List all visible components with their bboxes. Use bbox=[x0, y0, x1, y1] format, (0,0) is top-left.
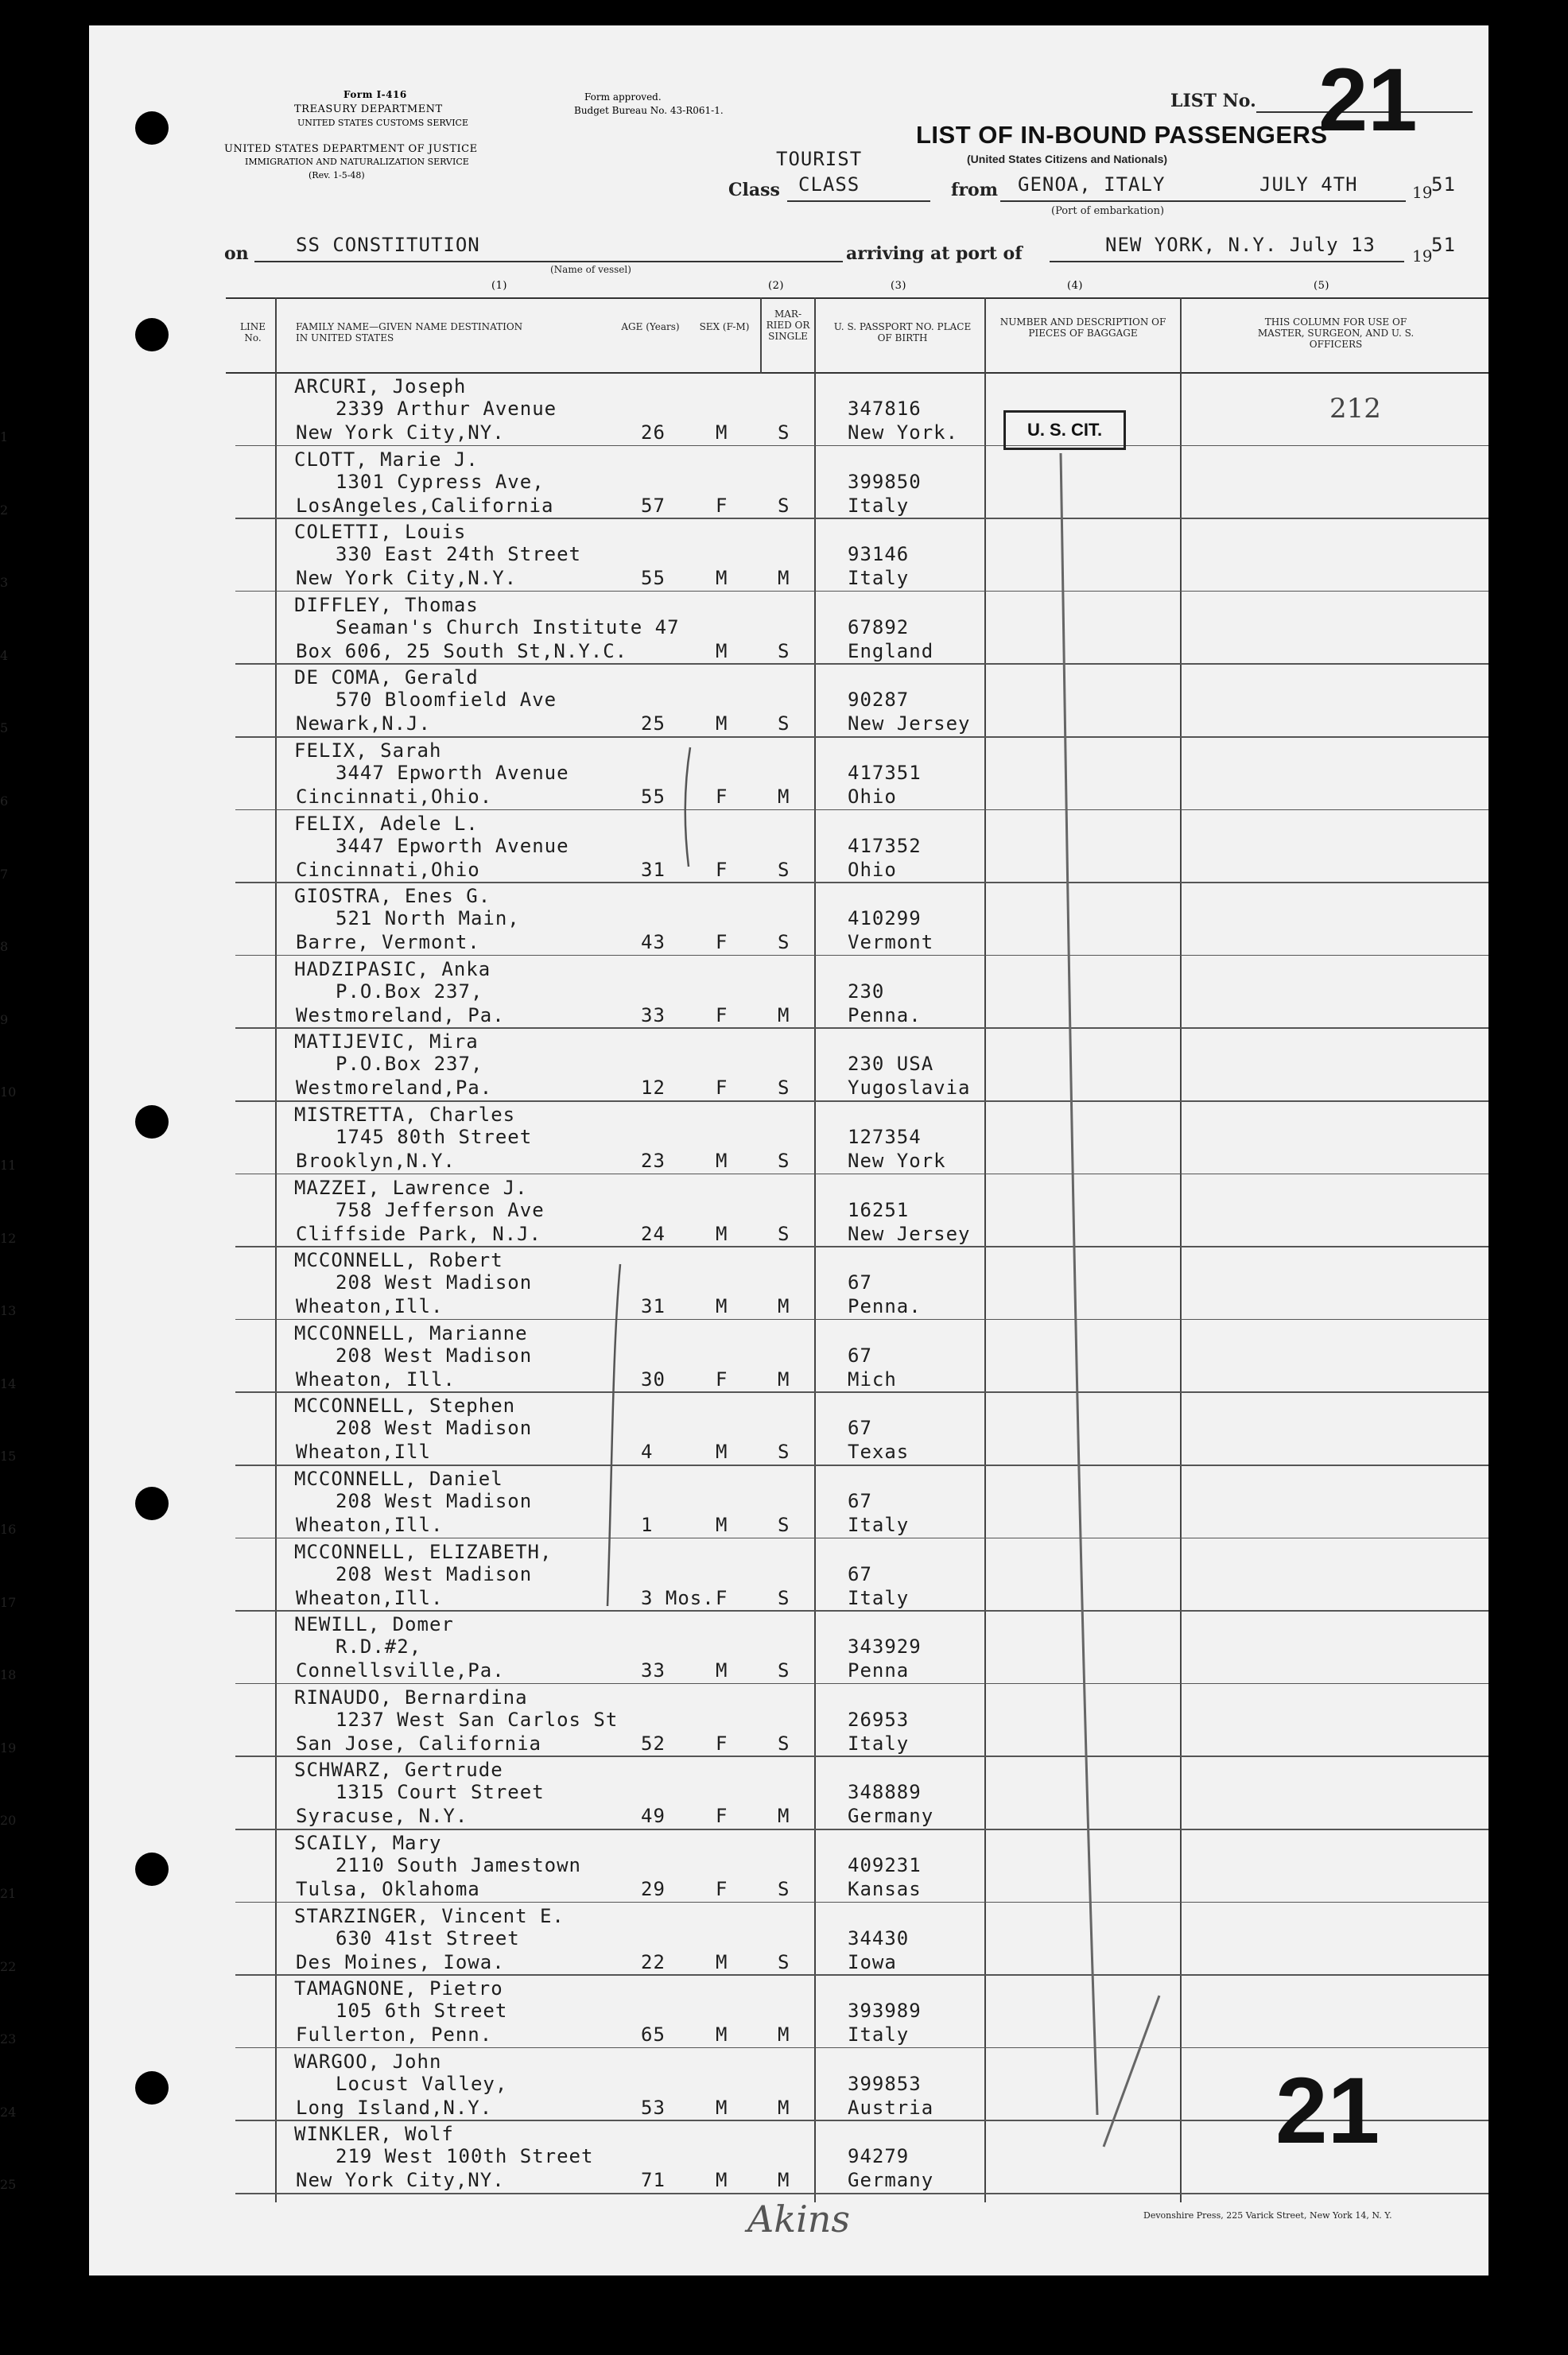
passenger-name: WARGOO, John bbox=[294, 2050, 442, 2073]
passenger-marital-status: S bbox=[778, 1659, 790, 1682]
from-value: GENOA, ITALY bbox=[1018, 173, 1166, 196]
passenger-sex: M bbox=[716, 2096, 728, 2119]
passenger-sex: M bbox=[716, 1150, 728, 1172]
line-number: 11 bbox=[0, 1158, 17, 1173]
place-of-birth: Kansas bbox=[848, 1878, 922, 1900]
passenger-marital-status: M bbox=[778, 2023, 790, 2047]
place-of-birth: Ohio bbox=[848, 858, 897, 881]
passenger-age: 1 bbox=[641, 1514, 654, 1536]
departure-date: JULY 4TH bbox=[1259, 173, 1358, 196]
destination-line-1: 3447 Epworth Avenue bbox=[336, 834, 569, 857]
line-number: 18 bbox=[0, 1667, 17, 1683]
destination-line-2: Cliffside Park, N.J. bbox=[296, 1222, 541, 1245]
felix-bracket bbox=[685, 747, 690, 867]
passenger-marital-status: S bbox=[778, 1222, 790, 1245]
destination-line-1: R.D.#2, bbox=[336, 1635, 422, 1659]
place-of-birth: Penna bbox=[848, 1659, 910, 1682]
line-number: 23 bbox=[0, 2031, 17, 2047]
passport-number: 417352 bbox=[848, 834, 922, 857]
passenger-name: ARCURI, Joseph bbox=[294, 375, 467, 398]
passenger-sex: F bbox=[716, 1586, 728, 1609]
passenger-marital-status: S bbox=[778, 1441, 790, 1464]
passenger-marital-status: M bbox=[778, 1805, 790, 1828]
destination-line-2: LosAngeles,California bbox=[296, 494, 554, 517]
place-of-birth: New York bbox=[848, 1150, 946, 1172]
place-of-birth: New Jersey bbox=[848, 1222, 971, 1245]
list-number-bottom: 21 bbox=[1275, 2058, 1380, 2163]
destination-line-1: 1301 Cypress Ave, bbox=[336, 470, 545, 493]
passenger-name: MATIJEVIC, Mira bbox=[294, 1030, 479, 1053]
destination-line-2: Westmoreland,Pa. bbox=[296, 1077, 493, 1100]
passenger-name: FELIX, Adele L. bbox=[294, 812, 479, 835]
destination-line-1: 1315 Court Street bbox=[336, 1781, 545, 1804]
destination-line-1: 1745 80th Street bbox=[336, 1126, 533, 1148]
header-line-no: LINE No. bbox=[240, 321, 266, 343]
passenger-sex: M bbox=[716, 639, 728, 662]
destination-line-1: 758 Jefferson Ave bbox=[336, 1198, 545, 1221]
line-number: 10 bbox=[0, 1084, 17, 1100]
passport-number: 94279 bbox=[848, 2145, 910, 2168]
class-label: Class bbox=[728, 180, 780, 200]
destination-line-2: Wheaton,Ill bbox=[296, 1441, 431, 1464]
destination-line-1: 521 North Main, bbox=[336, 907, 520, 930]
destination-line-2: New York City,NY. bbox=[296, 421, 505, 444]
line-number: 8 bbox=[0, 939, 9, 955]
destination-line-2: San Jose, California bbox=[296, 1732, 541, 1755]
line-number: 3 bbox=[0, 575, 9, 591]
passenger-sex: F bbox=[716, 1732, 728, 1755]
place-of-birth: Penna. bbox=[848, 1295, 922, 1318]
passport-number: 399850 bbox=[848, 470, 922, 493]
destination-line-1: Locust Valley, bbox=[336, 2072, 508, 2095]
line-number: 24 bbox=[0, 2104, 17, 2120]
destination-line-2: Connellsville,Pa. bbox=[296, 1659, 505, 1682]
passenger-marital-status: M bbox=[778, 1003, 790, 1026]
destination-line-1: 2110 South Jamestown bbox=[336, 1854, 581, 1876]
passenger-marital-status: M bbox=[778, 1368, 790, 1391]
passenger-sex: M bbox=[716, 1441, 728, 1464]
header-age: AGE (Years) bbox=[621, 321, 680, 332]
officer-note: 212 bbox=[1329, 393, 1381, 425]
destination-line-1: 3447 Epworth Avenue bbox=[336, 762, 569, 784]
destination-line-2: Newark,N.J. bbox=[296, 712, 431, 735]
place-of-birth: Germany bbox=[848, 2169, 934, 2192]
vessel-name: SS CONSTITUTION bbox=[296, 234, 480, 256]
passenger-age: 57 bbox=[641, 494, 666, 517]
passenger-marital-status: S bbox=[778, 639, 790, 662]
header-married: MAR-RIED OR SINGLE bbox=[766, 308, 810, 342]
document-title: LIST OF IN-BOUND PASSENGERS bbox=[916, 121, 1328, 149]
passenger-sex: M bbox=[716, 1514, 728, 1536]
passenger-age: 55 bbox=[641, 567, 666, 590]
passport-number: 93146 bbox=[848, 543, 910, 566]
header-baggage: NUMBER AND DESCRIPTION OF PIECES OF BAGGAGE bbox=[999, 316, 1166, 339]
immigration-label: IMMIGRATION AND NATURALIZATION SERVICE bbox=[245, 157, 469, 167]
passenger-marital-status: S bbox=[778, 1077, 790, 1100]
class-value-2: CLASS bbox=[798, 173, 860, 196]
destination-line-2: Box 606, 25 South St,N.Y.C. bbox=[296, 639, 628, 662]
place-of-birth: New York. bbox=[848, 421, 959, 444]
vessel-caption: (Name of vessel) bbox=[550, 264, 631, 275]
destination-line-1: 2339 Arthur Avenue bbox=[336, 398, 557, 420]
passenger-age: 12 bbox=[641, 1077, 666, 1100]
passenger-name: MCCONNELL, Robert bbox=[294, 1249, 503, 1272]
passenger-marital-status: S bbox=[778, 712, 790, 735]
passenger-name: COLETTI, Louis bbox=[294, 521, 467, 544]
passenger-sex: F bbox=[716, 931, 728, 954]
line-number: 15 bbox=[0, 1449, 17, 1465]
line-number: 25 bbox=[0, 2177, 17, 2193]
line-number: 13 bbox=[0, 1303, 17, 1319]
destination-line-2: Cincinnati,Ohio. bbox=[296, 786, 493, 808]
line-number: 16 bbox=[0, 1522, 17, 1537]
passenger-sex: F bbox=[716, 1368, 728, 1391]
place-of-birth: Iowa bbox=[848, 1950, 897, 1973]
passenger-name: WINKLER, Wolf bbox=[294, 2123, 454, 2146]
passenger-name: HADZIPASIC, Anka bbox=[294, 957, 491, 980]
line-number: 1 bbox=[0, 429, 9, 444]
passenger-marital-status: S bbox=[778, 1732, 790, 1755]
line-number: 20 bbox=[0, 1813, 17, 1829]
passenger-marital-status: S bbox=[778, 1878, 790, 1900]
passenger-name: FELIX, Sarah bbox=[294, 739, 442, 762]
line-number: 9 bbox=[0, 1011, 9, 1027]
passenger-marital-status: M bbox=[778, 2096, 790, 2119]
passenger-marital-status: M bbox=[778, 1295, 790, 1318]
destination-line-1: 219 West 100th Street bbox=[336, 2145, 594, 2168]
handwritten-signature: Akins bbox=[747, 2198, 851, 2241]
passenger-age: 71 bbox=[641, 2169, 666, 2192]
passenger-age: 53 bbox=[641, 2096, 666, 2119]
place-of-birth: Ohio bbox=[848, 786, 897, 808]
destination-line-1: Seaman's Church Institute 47 bbox=[336, 615, 680, 638]
line-number: 19 bbox=[0, 1740, 17, 1756]
passenger-marital-status: S bbox=[778, 421, 790, 444]
col-num-1: (1) bbox=[491, 280, 507, 292]
passenger-sex: M bbox=[716, 712, 728, 735]
destination-line-2: Fullerton, Penn. bbox=[296, 2023, 493, 2047]
passenger-age: 31 bbox=[641, 858, 666, 881]
passport-number: 34430 bbox=[848, 1926, 910, 1950]
passport-number: 67 bbox=[848, 1562, 872, 1585]
passenger-age: 4 bbox=[641, 1441, 654, 1464]
bureau-label: Budget Bureau No. 43-R061-1. bbox=[574, 105, 724, 116]
place-of-birth: Yugoslavia bbox=[848, 1077, 971, 1100]
passenger-sex: M bbox=[716, 1222, 728, 1245]
destination-line-1: 208 West Madison bbox=[336, 1562, 533, 1585]
destination-line-2: Cincinnati,Ohio bbox=[296, 858, 480, 881]
passenger-marital-status: M bbox=[778, 567, 790, 590]
passenger-sex: M bbox=[716, 1950, 728, 1973]
passport-number: 417351 bbox=[848, 762, 922, 784]
passenger-name: MCCONNELL, ELIZABETH, bbox=[294, 1540, 553, 1563]
passport-number: 67 bbox=[848, 1490, 872, 1512]
place-of-birth: Mich bbox=[848, 1368, 897, 1391]
place-of-birth: Italy bbox=[848, 494, 910, 517]
passenger-marital-status: M bbox=[778, 786, 790, 808]
col-num-2: (2) bbox=[768, 280, 784, 292]
destination-line-1: 208 West Madison bbox=[336, 1271, 533, 1294]
passenger-sex: M bbox=[716, 1659, 728, 1682]
year-prefix: 19 bbox=[1412, 183, 1433, 202]
col-num-3: (3) bbox=[891, 280, 906, 292]
passport-number: 393989 bbox=[848, 2000, 922, 2023]
line-number: 12 bbox=[0, 1230, 17, 1246]
passenger-name: CLOTT, Marie J. bbox=[294, 448, 479, 471]
passenger-sex: F bbox=[716, 1878, 728, 1900]
approved-label: Form approved. bbox=[584, 91, 662, 103]
place-of-birth: Vermont bbox=[848, 931, 934, 954]
passport-number: 230 USA bbox=[848, 1053, 934, 1076]
col-num-5: (5) bbox=[1314, 280, 1329, 292]
passenger-name: DIFFLEY, Thomas bbox=[294, 593, 479, 616]
destination-line-2: Tulsa, Oklahoma bbox=[296, 1878, 480, 1900]
passenger-name: RINAUDO, Bernardina bbox=[294, 1686, 528, 1709]
arriving-label: arriving at port of bbox=[846, 243, 1023, 264]
line-number: 4 bbox=[0, 647, 9, 663]
passenger-age: 22 bbox=[641, 1950, 666, 1973]
passenger-name: TAMAGNONE, Pietro bbox=[294, 1977, 503, 2000]
passenger-name: MISTRETTA, Charles bbox=[294, 1104, 516, 1126]
passenger-age: 65 bbox=[641, 2023, 666, 2047]
treasury-label: TREASURY DEPARTMENT bbox=[294, 103, 443, 115]
on-label: on bbox=[224, 243, 249, 264]
passport-number: 67892 bbox=[848, 615, 910, 638]
destination-line-2: Wheaton,Ill. bbox=[296, 1514, 444, 1536]
passport-number: 67 bbox=[848, 1344, 872, 1367]
destination-line-1: P.O.Box 237, bbox=[336, 1053, 483, 1076]
line-number: 22 bbox=[0, 1958, 17, 1974]
passenger-marital-status: M bbox=[778, 2169, 790, 2192]
destination-line-2: New York City,NY. bbox=[296, 2169, 505, 2192]
year-suffix: 51 bbox=[1431, 173, 1456, 196]
passenger-name: MCCONNELL, Daniel bbox=[294, 1468, 503, 1490]
line-number: 6 bbox=[0, 793, 9, 809]
form-number: Form I-416 bbox=[343, 89, 407, 100]
passenger-sex: F bbox=[716, 858, 728, 881]
destination-line-1: 208 West Madison bbox=[336, 1490, 533, 1512]
passenger-sex: F bbox=[716, 786, 728, 808]
destination-line-2: Westmoreland, Pa. bbox=[296, 1003, 505, 1026]
destination-line-1: 105 6th Street bbox=[336, 2000, 508, 2023]
list-no-label: LIST No. bbox=[1170, 91, 1256, 111]
header-officers: THIS COLUMN FOR USE OF MASTER, SURGEON, AND U. S. OFFICERS bbox=[1257, 316, 1415, 350]
destination-line-1: 1237 West San Carlos St bbox=[336, 1708, 619, 1731]
passport-number: 399853 bbox=[848, 2072, 922, 2095]
passenger-name: SCAILY, Mary bbox=[294, 1832, 442, 1854]
place-of-birth: Italy bbox=[848, 1514, 910, 1536]
baggage-pencil-stroke bbox=[1104, 1996, 1159, 2147]
printer-credit: Devonshire Press, 225 Varick Street, New York 14, N. Y. bbox=[1143, 2210, 1392, 2221]
destination-line-1: P.O.Box 237, bbox=[336, 980, 483, 1003]
passenger-age: 31 bbox=[641, 1295, 666, 1318]
place-of-birth: Italy bbox=[848, 1586, 910, 1609]
passenger-age: 24 bbox=[641, 1222, 666, 1245]
passenger-sex: M bbox=[716, 567, 728, 590]
passport-number: 67 bbox=[848, 1271, 872, 1294]
passenger-age: 3 Mos. bbox=[641, 1586, 715, 1609]
place-of-birth: England bbox=[848, 639, 934, 662]
year2-prefix: 19 bbox=[1412, 246, 1433, 266]
port-embark-caption: (Port of embarkation) bbox=[1051, 205, 1165, 217]
passenger-sex: M bbox=[716, 2023, 728, 2047]
line-number: 7 bbox=[0, 866, 9, 882]
place-of-birth: Italy bbox=[848, 2023, 910, 2047]
place-of-birth: Penna. bbox=[848, 1003, 922, 1026]
passenger-name: MCCONNELL, Marianne bbox=[294, 1321, 528, 1344]
passenger-sex: F bbox=[716, 494, 728, 517]
baggage-pencil-line bbox=[1061, 453, 1097, 2115]
class-value-1: TOURIST bbox=[776, 148, 863, 170]
passenger-age: 55 bbox=[641, 786, 666, 808]
destination-line-1: 630 41st Street bbox=[336, 1926, 520, 1950]
passenger-age: 49 bbox=[641, 1805, 666, 1828]
us-citizen-stamp: U. S. CIT. bbox=[1003, 410, 1126, 450]
passenger-age: 29 bbox=[641, 1878, 666, 1900]
passenger-age: 33 bbox=[641, 1003, 666, 1026]
passenger-age: 26 bbox=[641, 421, 666, 444]
passenger-age: 23 bbox=[641, 1150, 666, 1172]
passenger-marital-status: S bbox=[778, 1514, 790, 1536]
destination-line-1: 570 Bloomfield Ave bbox=[336, 689, 557, 712]
passenger-name: DE COMA, Gerald bbox=[294, 666, 479, 689]
passenger-age: 52 bbox=[641, 1732, 666, 1755]
header-passport: U. S. PASSPORT NO. PLACE OF BIRTH bbox=[833, 321, 972, 343]
passenger-name: NEWILL, Domer bbox=[294, 1613, 454, 1636]
passport-number: 347816 bbox=[848, 398, 922, 420]
passport-number: 343929 bbox=[848, 1635, 922, 1659]
passenger-marital-status: S bbox=[778, 1150, 790, 1172]
passport-number: 67 bbox=[848, 1417, 872, 1440]
place-of-birth: Texas bbox=[848, 1441, 910, 1464]
place-of-birth: Germany bbox=[848, 1805, 934, 1828]
passenger-age: 43 bbox=[641, 931, 666, 954]
passenger-name: MAZZEI, Lawrence J. bbox=[294, 1176, 528, 1199]
passenger-sex: F bbox=[716, 1003, 728, 1026]
destination-line-2: Brooklyn,N.Y. bbox=[296, 1150, 456, 1172]
passenger-marital-status: S bbox=[778, 494, 790, 517]
destination-line-2: Long Island,N.Y. bbox=[296, 2096, 493, 2119]
place-of-birth: New Jersey bbox=[848, 712, 971, 735]
justice-label: UNITED STATES DEPARTMENT OF JUSTICE bbox=[224, 143, 478, 155]
passenger-name: SCHWARZ, Gertrude bbox=[294, 1759, 503, 1782]
place-of-birth: Austria bbox=[848, 2096, 934, 2119]
line-number: 2 bbox=[0, 502, 9, 518]
passenger-sex: F bbox=[716, 1805, 728, 1828]
destination-line-2: Wheaton,Ill. bbox=[296, 1586, 444, 1609]
destination-line-2: New York City,N.Y. bbox=[296, 567, 518, 590]
destination-line-2: Syracuse, N.Y. bbox=[296, 1805, 468, 1828]
passport-number: 348889 bbox=[848, 1781, 922, 1804]
passport-number: 16251 bbox=[848, 1198, 910, 1221]
passenger-marital-status: S bbox=[778, 1950, 790, 1973]
family-bracket bbox=[607, 1264, 620, 1606]
passenger-name: MCCONNELL, Stephen bbox=[294, 1395, 516, 1418]
line-number: 14 bbox=[0, 1375, 17, 1391]
arrival-value: NEW YORK, N.Y. July 13 bbox=[1105, 234, 1376, 256]
passenger-name: GIOSTRA, Enes G. bbox=[294, 885, 491, 908]
destination-line-2: Wheaton,Ill. bbox=[296, 1295, 444, 1318]
passport-number: 90287 bbox=[848, 689, 910, 712]
destination-line-1: 208 West Madison bbox=[336, 1417, 533, 1440]
place-of-birth: Italy bbox=[848, 567, 910, 590]
line-number: 21 bbox=[0, 1886, 17, 1901]
passenger-marital-status: S bbox=[778, 931, 790, 954]
document-subtitle: (United States Citizens and Nationals) bbox=[967, 153, 1168, 165]
header-sex: SEX (F-M) bbox=[699, 321, 750, 332]
passenger-age: 25 bbox=[641, 712, 666, 735]
from-label: from bbox=[951, 180, 999, 200]
header-name: FAMILY NAME—GIVEN NAME DESTINATION IN UNITED STATES bbox=[296, 321, 523, 343]
destination-line-2: Wheaton, Ill. bbox=[296, 1368, 456, 1391]
destination-line-1: 330 East 24th Street bbox=[336, 543, 581, 566]
line-number: 5 bbox=[0, 720, 9, 736]
passenger-age: 33 bbox=[641, 1659, 666, 1682]
passport-number: 127354 bbox=[848, 1126, 922, 1148]
col-num-4: (4) bbox=[1067, 280, 1083, 292]
passport-number: 409231 bbox=[848, 1854, 922, 1876]
destination-line-1: 208 West Madison bbox=[336, 1344, 533, 1367]
passenger-sex: M bbox=[716, 2169, 728, 2192]
line-number: 17 bbox=[0, 1594, 17, 1610]
passenger-marital-status: S bbox=[778, 1586, 790, 1609]
revision-label: (Rev. 1-5-48) bbox=[309, 170, 365, 180]
passport-number: 26953 bbox=[848, 1708, 910, 1731]
destination-line-2: Barre, Vermont. bbox=[296, 931, 480, 954]
passport-number: 410299 bbox=[848, 907, 922, 930]
customs-label: UNITED STATES CUSTOMS SERVICE bbox=[297, 118, 468, 128]
passenger-sex: M bbox=[716, 421, 728, 444]
passenger-marital-status: S bbox=[778, 858, 790, 881]
passenger-sex: M bbox=[716, 1295, 728, 1318]
passport-number: 230 bbox=[848, 980, 885, 1003]
year2-suffix: 51 bbox=[1431, 234, 1456, 256]
destination-line-2: Des Moines, Iowa. bbox=[296, 1950, 505, 1973]
passenger-sex: F bbox=[716, 1077, 728, 1100]
place-of-birth: Italy bbox=[848, 1732, 910, 1755]
list-number-handwritten: 21 bbox=[1318, 50, 1418, 149]
passenger-age: 30 bbox=[641, 1368, 666, 1391]
passenger-name: STARZINGER, Vincent E. bbox=[294, 1904, 565, 1927]
